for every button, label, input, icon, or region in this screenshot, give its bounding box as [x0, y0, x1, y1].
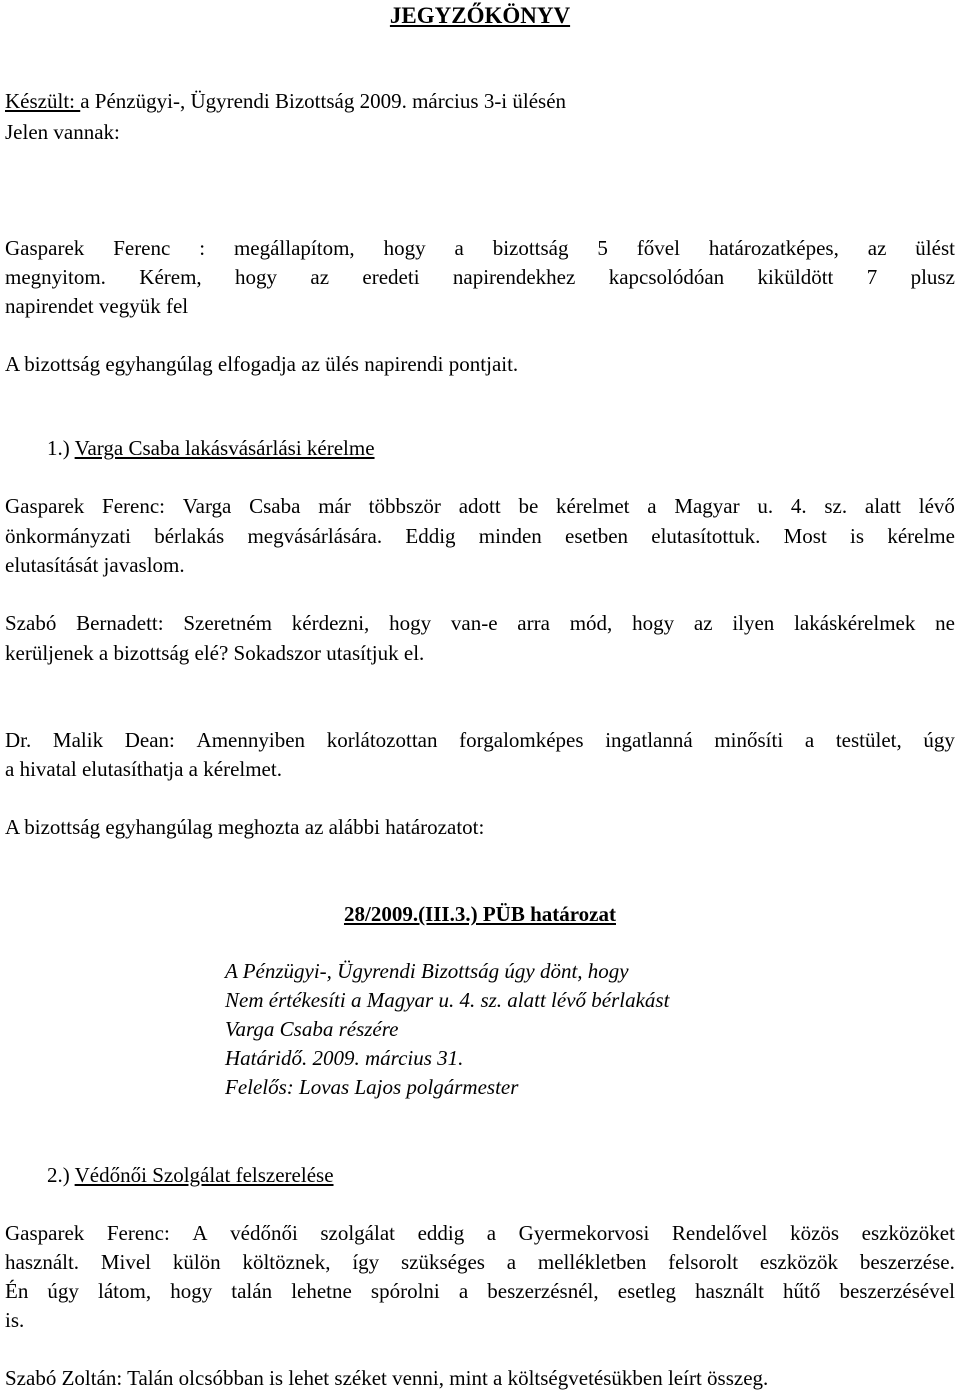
word: Csaba [249, 494, 301, 518]
word: ilyen [732, 611, 775, 635]
word: is [850, 524, 865, 548]
word: használt [695, 1279, 764, 1303]
item1-number: 1.) [47, 436, 70, 460]
resolution-title: 28/2009.(III.3.) PÜB határozat [343, 902, 616, 926]
word: adott [458, 494, 501, 518]
word: hogy [383, 236, 426, 260]
word: Ferenc: [102, 494, 166, 518]
word: az [867, 236, 887, 260]
made-line [5, 91, 566, 112]
item1-p2-line-2: kerüljenek a bizottság elé? Sokadszor utasítjuk el. [5, 641, 425, 665]
word: Dr. [5, 728, 32, 752]
word: Gasparek [5, 1221, 85, 1245]
item1-p4: A bizottság egyhangúlag meghozta az alábbi határozatot: [5, 815, 485, 839]
word: Én [5, 1279, 29, 1303]
document-title: JEGYZŐKÖNYV [389, 3, 571, 28]
word: hogy [170, 1279, 213, 1303]
resolution-line: Varga Csaba részére [225, 1017, 399, 1041]
word: lakáskérelmek [794, 611, 916, 635]
word: Gasparek [5, 494, 85, 518]
word: be [518, 494, 539, 518]
word: hogy [235, 265, 278, 289]
word: a [804, 728, 815, 752]
word: lévő [918, 494, 955, 518]
word: eredeti [362, 265, 420, 289]
word: a [506, 1250, 517, 1274]
word: korlátozottan [326, 728, 438, 752]
word: használt. [5, 1250, 80, 1274]
word: beszerzésnél, [487, 1279, 599, 1303]
word: látom, [98, 1279, 152, 1303]
word: kérelme [887, 524, 955, 548]
word: Eddig [405, 524, 456, 548]
word: Gasparek [5, 236, 85, 260]
word: eszközök [759, 1250, 839, 1274]
word: testület, [835, 728, 902, 752]
item1-p1-line-1 [5, 496, 955, 517]
word: 5 [597, 236, 608, 260]
word: külön [172, 1250, 221, 1274]
word: ülést [915, 236, 955, 260]
word: közös [790, 1221, 840, 1245]
word: úgy [923, 728, 955, 752]
item2-p1-line-1 [5, 1223, 955, 1244]
word: plusz [910, 265, 955, 289]
word: a [647, 494, 657, 518]
item1-p1-line-3: elutasítását javaslom. [5, 553, 185, 577]
item2-p1-line-2 [5, 1252, 955, 1273]
word: Rendelővel [671, 1221, 768, 1245]
word: 7 [866, 265, 878, 289]
word: hogy [632, 611, 675, 635]
made-label: Készült: [5, 89, 81, 113]
word: hogy [389, 611, 432, 635]
item2-p1-line-4: is. [5, 1308, 25, 1332]
word: Varga [182, 494, 232, 518]
word: beszerzése. [859, 1250, 955, 1274]
opening-line-3: napirendet vegyük fel [5, 294, 189, 318]
word: kapcsolódóan [608, 265, 725, 289]
word: megállapítom, [233, 236, 355, 260]
word: A [192, 1221, 208, 1245]
word: forgalomképes [459, 728, 584, 752]
word: költöznek, [242, 1250, 331, 1274]
word: beszerzésével [839, 1279, 955, 1303]
word: megvásárlására. [247, 524, 383, 548]
item2-title: Védőnői Szolgálat felszerelése [74, 1163, 334, 1187]
word: Gyermekorvosi [518, 1221, 650, 1245]
word: ne [935, 611, 955, 635]
word: már [318, 494, 351, 518]
word: arra [517, 611, 550, 635]
resolution-line: Felelős: Lovas Lajos polgármester [225, 1075, 519, 1099]
resolution-line: Nem értékesíti a Magyar u. 4. sz. alatt lévő bérlakást [225, 988, 670, 1012]
word: Ferenc [113, 236, 171, 260]
item1-title: Varga Csaba lakásvásárlási kérelme [74, 436, 375, 460]
word: mellékletben [537, 1250, 647, 1274]
word: így [352, 1250, 380, 1274]
word: eddig [417, 1221, 465, 1245]
word: a [458, 1279, 469, 1303]
word: úgy [47, 1279, 79, 1303]
item2-number: 2.) [47, 1163, 70, 1187]
agenda-accepted: A bizottság egyhangúlag elfogadja az ülés napirendi pontjait. [5, 352, 519, 376]
word: spórolni [370, 1279, 440, 1303]
word: Most [783, 524, 827, 548]
made-text: a Pénzügyi-, Ügyrendi Bizottság 2009. március 3-i ülésén [80, 89, 567, 113]
opening-line-1 [5, 238, 955, 259]
word: Mivel [100, 1250, 152, 1274]
word: esetleg [617, 1279, 677, 1303]
word: a [454, 236, 464, 260]
item1-heading [47, 438, 375, 459]
word: bérlakás [154, 524, 225, 548]
word: eszközöket [861, 1221, 955, 1245]
word: Szabó [5, 611, 57, 635]
word: ingatlanná [605, 728, 693, 752]
word: az [693, 611, 713, 635]
word: szolgálat [320, 1221, 395, 1245]
word: a [486, 1221, 497, 1245]
item1-p3-line-2: a hivatal elutasíthatja a kérelmet. [5, 757, 282, 781]
word: : [199, 236, 206, 260]
word: Szeretném [183, 611, 272, 635]
word: mód, [569, 611, 613, 635]
word: lehetne [291, 1279, 352, 1303]
word: minden [478, 524, 542, 548]
word: hűtő [783, 1279, 821, 1303]
word: Malik [52, 728, 104, 752]
word: bizottság [492, 236, 569, 260]
word: többször [368, 494, 441, 518]
word: szükséges [400, 1250, 485, 1274]
word: alatt [864, 494, 902, 518]
word: kiküldött [757, 265, 834, 289]
word: minősíti [714, 728, 784, 752]
word: Kérem, [139, 265, 202, 289]
word: kérdezni, [291, 611, 370, 635]
word: Bernadett: [76, 611, 164, 635]
item1-p2-line-1 [5, 613, 955, 634]
resolution-line: Határidő. 2009. március 31. [225, 1046, 464, 1070]
word: Dean: [124, 728, 175, 752]
item2-p1-line-3 [5, 1281, 955, 1302]
word: Amennyiben [196, 728, 306, 752]
word: határozatképes, [708, 236, 839, 260]
word: elutasítottuk. [651, 524, 761, 548]
word: sz. [824, 494, 848, 518]
present-label: Jelen vannak: [5, 120, 120, 144]
opening-line-2 [5, 267, 955, 288]
word: felsorolt [668, 1250, 739, 1274]
word: az [310, 265, 330, 289]
item2-p2: Szabó Zoltán: Talán olcsóbban is lehet széket venni, mint a költségvetésükben leírt összeg. [5, 1366, 769, 1390]
word: fővel [636, 236, 680, 260]
resolution-line: A Pénzügyi-, Ügyrendi Bizottság úgy dönt, hogy [225, 959, 629, 983]
item1-p1-line-2 [5, 526, 955, 547]
word: u. [757, 494, 774, 518]
word: védőnői [230, 1221, 298, 1245]
word: napirendekhez [452, 265, 576, 289]
item2-heading [47, 1165, 334, 1186]
word: Magyar [674, 494, 740, 518]
word: talán [231, 1279, 273, 1303]
word: Ferenc: [106, 1221, 170, 1245]
word: kérelmet [556, 494, 630, 518]
item1-p3-line-1 [5, 730, 955, 751]
word: esetben [565, 524, 629, 548]
word: megnyitom. [5, 265, 106, 289]
word: önkormányzati [5, 524, 131, 548]
word: 4. [790, 494, 807, 518]
word: van-e [450, 611, 498, 635]
